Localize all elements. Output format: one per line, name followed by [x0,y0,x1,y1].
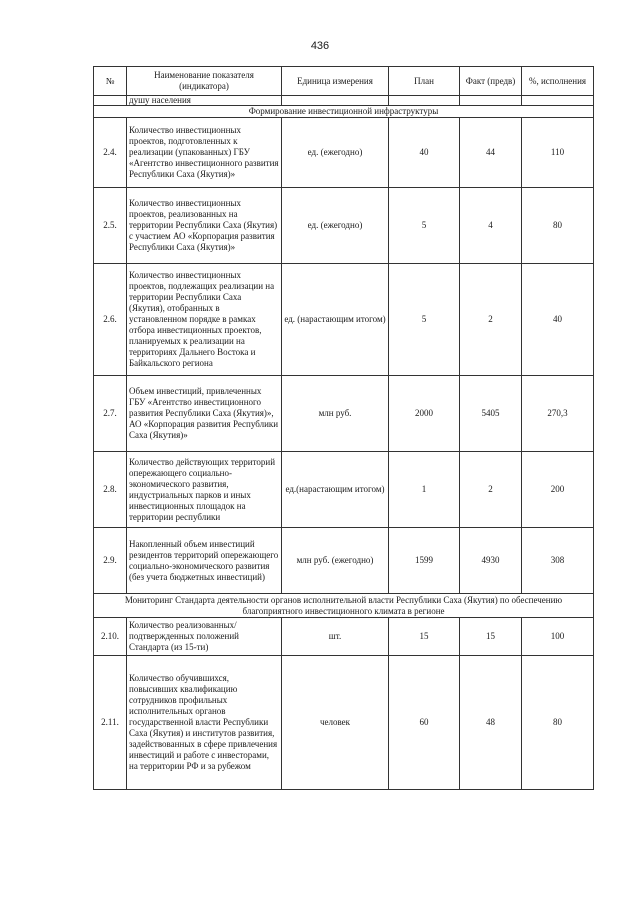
row-pct: 100 [522,618,594,656]
table-row [94,452,594,528]
row-fact: 4930 [460,528,522,594]
row-fact: 2 [460,264,522,376]
table-row [94,528,594,594]
header-name: Наименование показателя (индикатора) [127,67,282,96]
header-fact: Факт (предв) [460,67,522,96]
section-heading: Мониторинг Стандарта деятельности органов исполнительной власти Республики Саха (Якутия) по обеспечению благоприятного инвестиционного климата в регионе [94,594,594,618]
table-row [94,188,594,264]
table-row [94,376,594,452]
row-unit: человек [282,656,389,790]
indicators-table [93,66,594,790]
row-plan: 40 [389,118,460,188]
row-pct: 270,3 [522,376,594,452]
continuation-row [94,96,594,106]
header-num: № [94,67,127,96]
section-heading-row [94,594,594,618]
row-name: Количество действующих территорий опережающего социально-экономического развития, индустриальных парков и иных инвестиционных площадок на территории республики [127,452,282,528]
header-pct: %, исполнения [522,67,594,96]
row-pct: 200 [522,452,594,528]
row-unit: ед.(нарастающим итогом) [282,452,389,528]
row-num: 2.8. [94,452,127,528]
section-heading-row [94,106,594,118]
row-num: 2.9. [94,528,127,594]
row-num: 2.5. [94,188,127,264]
page-number: 436 [310,40,330,52]
row-plan: 5 [389,264,460,376]
table-row [94,618,594,656]
row-fact: 48 [460,656,522,790]
row-name: Количество инвестиционных проектов, подлежащих реализации на территории Республики Саха (Якутия), отобранных в установленном порядке в рамках отбора инвестиционных проектов, планируемых к реализации на территориях Дальнего Востока и Байкальского региона [127,264,282,376]
table-row [94,656,594,790]
row-plan: 60 [389,656,460,790]
row-name: Количество реализованных/подтвержденных положений Стандарта (из 15-ти) [127,618,282,656]
header-plan: План [389,67,460,96]
row-pct: 308 [522,528,594,594]
row-fact: 4 [460,188,522,264]
row-name: Количество инвестиционных проектов, реализованных на территории Республики Саха (Якутия) с участием АО «Корпорация развития Республики Саха (Якутия)» [127,188,282,264]
row-name: Количество инвестиционных проектов, подготовленных к реализации (упакованных) ГБУ «Агентство инвестиционного развития Республики Саха (Якутия)» [127,118,282,188]
row-plan: 5 [389,188,460,264]
row-num: 2.11. [94,656,127,790]
row-pct: 80 [522,188,594,264]
row-unit: шт. [282,618,389,656]
row-plan: 15 [389,618,460,656]
row-num: 2.7. [94,376,127,452]
row-fact: 5405 [460,376,522,452]
row-name: Накопленный объем инвестиций резидентов территорий опережающего социально-экономического развития (без учета бюджетных инвестиций) [127,528,282,594]
row-fact: 2 [460,452,522,528]
row-unit: млн руб. (ежегодно) [282,528,389,594]
table-row [94,118,594,188]
table-header-row [94,67,594,96]
row-plan: 1 [389,452,460,528]
row-plan: 2000 [389,376,460,452]
row-name: Количество обучившихся, повысивших квалификацию сотрудников профильных исполнительных органов государственной власти Республики Саха (Якутия) и институтов развития, задействованных в сфере привлечения инвестиций и работе с инвесторами, на территории РФ и за рубежом [127,656,282,790]
row-unit: ед. (ежегодно) [282,188,389,264]
row-plan: 1599 [389,528,460,594]
header-unit: Единица измерения [282,67,389,96]
row-name: Объем инвестиций, привлеченных ГБУ «Агентство инвестиционного развития Республики Саха (Якутия)», АО «Корпорация развития Республики Саха (Якутия)» [127,376,282,452]
row-fact: 44 [460,118,522,188]
row-pct: 110 [522,118,594,188]
continuation-text: душу населения [127,96,282,106]
section-heading: Формирование инвестиционной инфраструктуры [94,106,594,118]
row-pct: 40 [522,264,594,376]
row-unit: ед. (ежегодно) [282,118,389,188]
table-row [94,264,594,376]
row-pct: 80 [522,656,594,790]
row-num: 2.10. [94,618,127,656]
row-fact: 15 [460,618,522,656]
row-unit: млн руб. [282,376,389,452]
row-unit: ед. (нарастающим итогом) [282,264,389,376]
row-num: 2.4. [94,118,127,188]
row-num: 2.6. [94,264,127,376]
